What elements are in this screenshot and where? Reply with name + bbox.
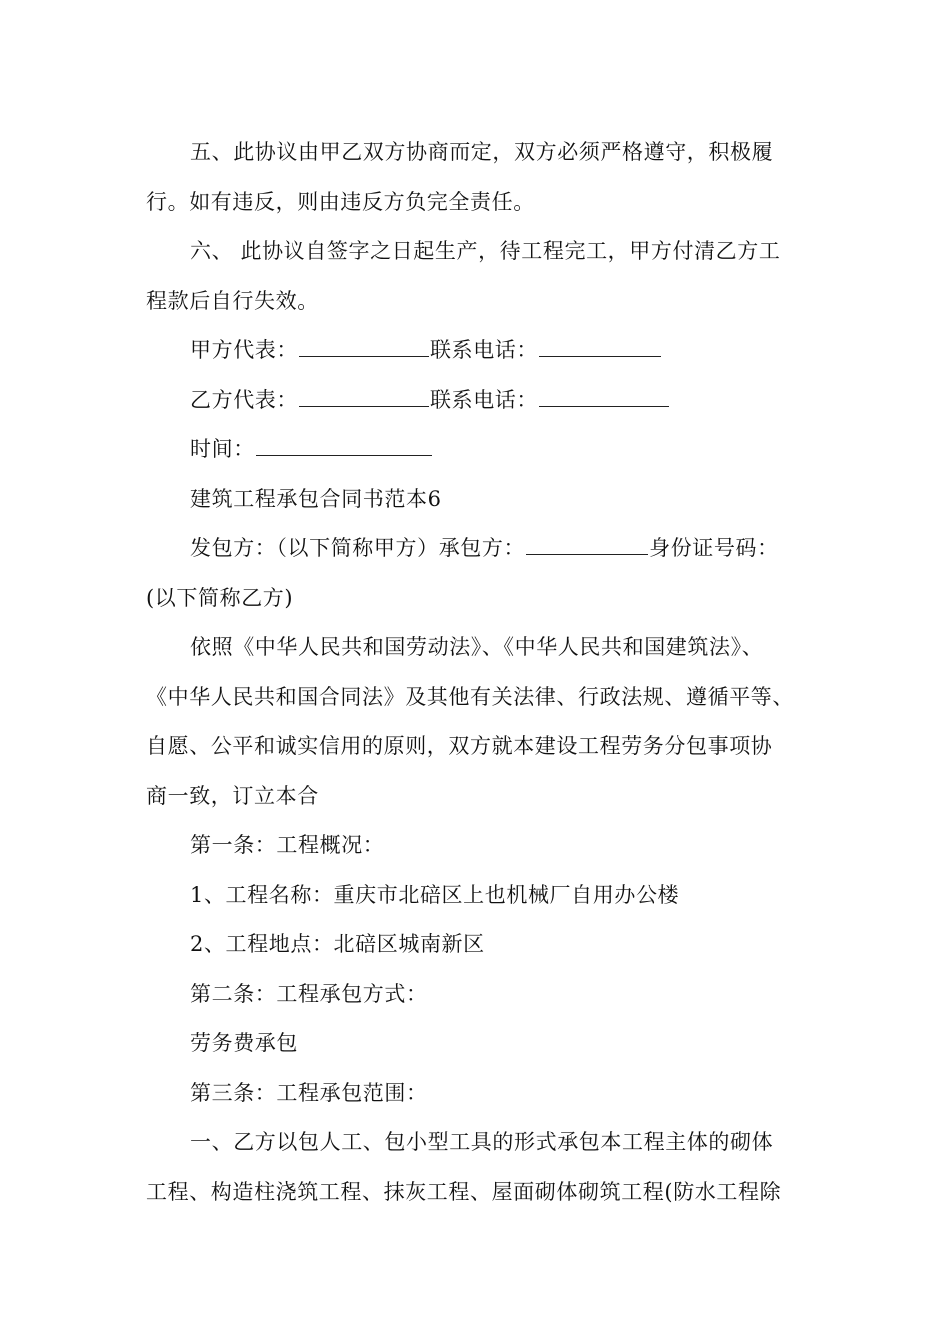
party-a-phone-label: 联系电话： bbox=[430, 338, 538, 362]
scope-line-2: 工程、构造柱浇筑工程、抹灰工程、屋面砌体砌筑工程(防水工程除 bbox=[146, 1179, 782, 1204]
basis-line-4: 商一致，订立本合 bbox=[146, 783, 319, 808]
id-number-label: 身份证号码： bbox=[649, 536, 779, 560]
project-location-item: 2、工程地点：北碚区城南新区 bbox=[190, 932, 485, 956]
basis-line-2: 《中华人民共和国合同法》及其他有关法律、行政法规、遵循平等、 bbox=[146, 684, 794, 709]
party-b-phone-label: 联系电话： bbox=[430, 387, 538, 412]
clause-6-line-1: 六、 此协议自签字之日起生产，待工程完工，甲方付清乙方工 bbox=[190, 239, 781, 263]
article-3-heading: 第三条：工程承包范围： bbox=[190, 1080, 428, 1105]
time-label: 时间： bbox=[190, 437, 255, 461]
party-b-signature-line bbox=[146, 376, 826, 426]
time-blank bbox=[256, 439, 432, 456]
basis-line-1: 依照《中华人民共和国劳动法》、《中华人民共和国建筑法》、 bbox=[190, 635, 764, 659]
contractor-name-blank bbox=[526, 538, 648, 555]
clause-6-line-2: 程款后自行失效。 bbox=[146, 288, 319, 313]
clause-5-line-2: 行。如有违反，则由违反方负完全责任。 bbox=[146, 189, 535, 214]
document-body bbox=[146, 128, 826, 1217]
article-2-heading: 第二条：工程承包方式： bbox=[190, 981, 428, 1006]
scope-line-1: 一、乙方以包人工、包小型工具的形式承包本工程主体的砌体 bbox=[190, 1130, 774, 1154]
project-name-item: 1、工程名称：重庆市北碚区上也机械厂自用办公楼 bbox=[190, 882, 680, 907]
basis-line-3: 自愿、公平和诚实信用的原则，双方就本建设工程劳务分包事项协 bbox=[146, 734, 773, 758]
party-a-signature-line bbox=[146, 326, 826, 376]
contractor-line-1 bbox=[146, 524, 826, 574]
article-1-heading: 第一条：工程概况： bbox=[190, 833, 385, 857]
clause-5-line-1: 五、此协议由甲乙双方协商而定，双方必须严格遵守，积极履 bbox=[190, 140, 774, 164]
contractor-line-2: (以下简称乙方) bbox=[146, 585, 294, 610]
party-a-phone-blank bbox=[539, 340, 661, 357]
party-b-rep-label: 乙方代表： bbox=[190, 387, 298, 412]
time-line bbox=[146, 425, 826, 475]
contractor-parties-label: 发包方：（以下简称甲方）承包方： bbox=[190, 536, 526, 560]
party-a-rep-label: 甲方代表： bbox=[190, 338, 298, 362]
party-b-rep-blank bbox=[299, 390, 429, 407]
section-title: 建筑工程承包合同书范本6 bbox=[190, 486, 442, 511]
party-a-rep-blank bbox=[299, 340, 429, 357]
party-b-phone-blank bbox=[539, 390, 669, 407]
contract-method: 劳务费承包 bbox=[190, 1031, 298, 1055]
